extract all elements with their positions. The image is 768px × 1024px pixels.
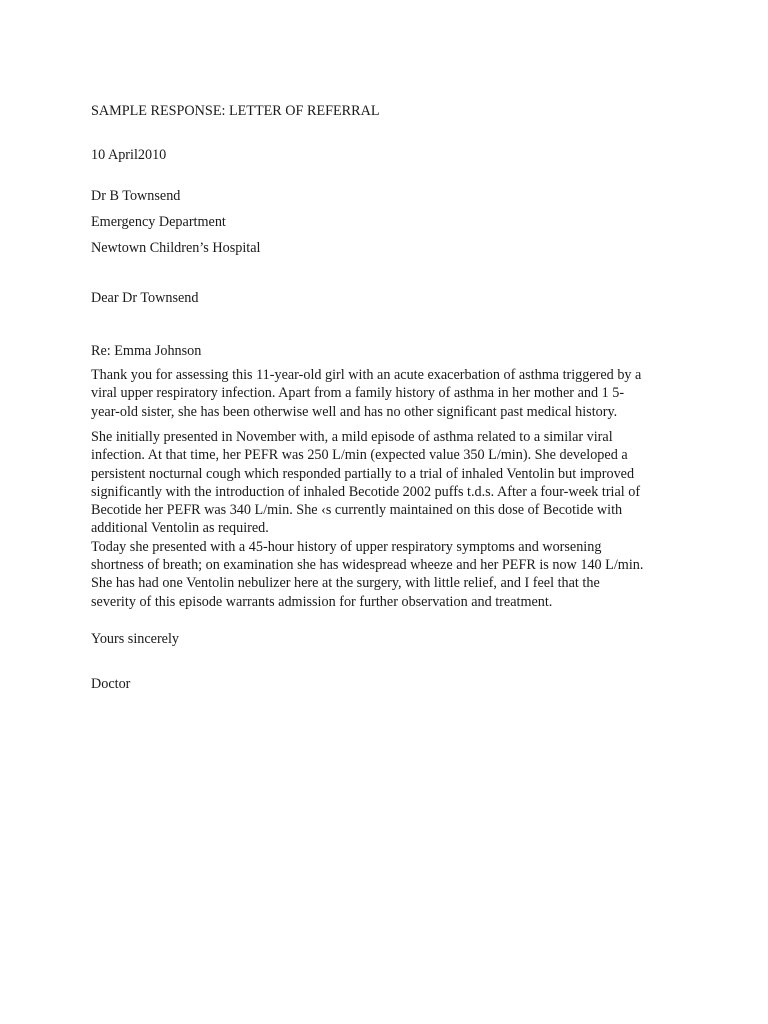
letter-heading: SAMPLE RESPONSE: LETTER OF REFERRAL xyxy=(91,103,380,119)
body-paragraph-2: She initially presented in November with, a mild episode of asthma related to a similar viral infection. At that time, her PEFR was 250 L/min (expected value 350 L/min). She developed a persistent nocturnal cough which responded partially to a trial of inhaled Ventolin but improved significantly with the introduction of inhaled Becotide 2002 puffs t.d.s. After a four-week trial of Becotide her PEFR was 340 L/min. She ‹s currently maintained on this dose of Becotide with additional Ventolin as required. Today she presented with a 45-hour history of upper respiratory symptoms and worsening shortness of breath; on examination she has widespread wheeze and her PEFR is now 140 L/min. She has had one Ventolin nebulizer here at the surgery, with little relief, and I feel that the severity of this episode warrants admission for further observation and treatment. xyxy=(91,429,644,610)
signature: Doctor xyxy=(91,676,131,692)
body-paragraph-1: Thank you for assessing this 11-year-old girl with an acute exacerbation of asthma triggered by a viral upper respiratory infection. Apart from a family history of asthma in her mother and 1 5- year-old sister, she has been otherwise well and has no other significant past medical history. xyxy=(91,367,642,420)
recipient-name: Dr B Townsend xyxy=(91,188,181,204)
salutation: Dear Dr Townsend xyxy=(91,290,199,306)
closing: Yours sincerely xyxy=(91,631,180,647)
subject-line: Re: Emma Johnson xyxy=(91,343,202,359)
letter-date: 10 April2010 xyxy=(91,147,167,163)
recipient-department: Emergency Department xyxy=(91,214,226,230)
recipient-hospital: Newtown Children’s Hospital xyxy=(91,240,261,256)
